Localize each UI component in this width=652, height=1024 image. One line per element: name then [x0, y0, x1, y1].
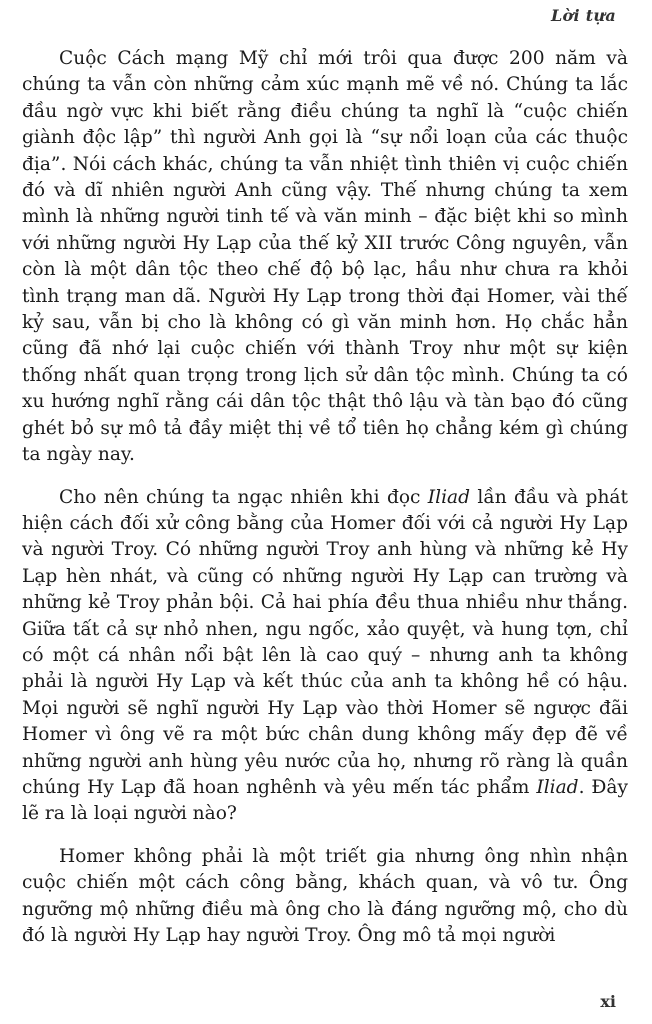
body-text [22, 46, 628, 965]
book-title-iliad-2: Iliad [536, 776, 579, 798]
running-header: Lời tựa [550, 6, 616, 25]
book-title-iliad: Iliad [427, 486, 471, 508]
paragraph-1: Cuộc Cách mạng Mỹ chỉ mới trôi qua được 200 năm và chúng ta vẫn còn những cảm xúc mạnh mẽ về nó. Chúng ta lắc đầu ngờ vực khi biết rằng điều chúng ta nghĩ là “cuộc chiến giành độc lập” thì người Anh gọi là “sự nổi loạn của các thuộc địa”. Nói cách khác, chúng ta vẫn nhiệt tình thiên vị cuộc chiến đó và dĩ nhiên người Anh cũng vậy. Thế nhưng chúng ta xem mình là những người tinh tế và văn minh – đặc biệt khi so mình với những người Hy Lạp của thế kỷ XII trước Công nguyên, vẫn còn là một dân tộc theo chế độ bộ lạc, hầu như chưa ra khỏi tình trạng man dã. Người Hy Lạp trong thời đại Homer, vài thế kỷ sau, vẫn bị cho là không có gì văn minh hơn. Họ chắc hẳn cũng đã nhớ lại cuộc chiến với thành Troy như một sự kiện thống nhất quan trọng trong lịch sử dân tộc mình. Chúng ta có xu hướng nghĩ rằng cái dân tộc thật thô lậu và tàn bạo đó cũng ghét bỏ sự mô tả đầy miệt thị về tổ tiên họ chẳng kém gì chúng ta ngày nay. [22, 48, 628, 466]
paragraph-3: Homer không phải là một triết gia nhưng ông nhìn nhận cuộc chiến một cách công bằng, khách quan, và vô tư. Ông ngưỡng mộ những điều mà ông cho là đáng ngưỡng mộ, cho dù đó là người Hy Lạp hay người Troy. Ông mô tả mọi người [22, 845, 628, 946]
paragraph-2-part-3: . Đây lẽ ra là loại người nào? [22, 776, 628, 825]
paragraph-2-part-2: lần đầu và phát hiện cách đối xử công bằng của Homer đối với cả người Hy Lạp và người Troy. Có những người Troy anh hùng và những kẻ Hy Lạp hèn nhát, và cũng có những người Hy Lạp can trường và những kẻ Troy phản bội. Cả hai phía đều thua nhiều như thắng. Giữa tất cả sự nhỏ nhen, ngu ngốc, xảo quyệt, và hung tợn, chỉ có một cá nhân nổi bật lên là cao quý – nhưng anh ta không phải là người Hy Lạp và kết thúc của anh ta không hề có hậu. Mọi người sẽ nghĩ người Hy Lạp vào thời Homer sẽ ngược đãi Homer vì ông vẽ ra một bức chân dung không mấy đẹp đẽ về những người anh hùng yêu nước của họ, nhưng rõ ràng là quần chúng Hy Lạp đã hoan nghênh và yêu mến tác phẩm [22, 486, 628, 798]
paragraph-2-part-1: Cho nên chúng ta ngạc nhiên khi đọc [59, 486, 428, 508]
page-number: xi [600, 992, 616, 1011]
paragraph-2 [22, 485, 628, 828]
